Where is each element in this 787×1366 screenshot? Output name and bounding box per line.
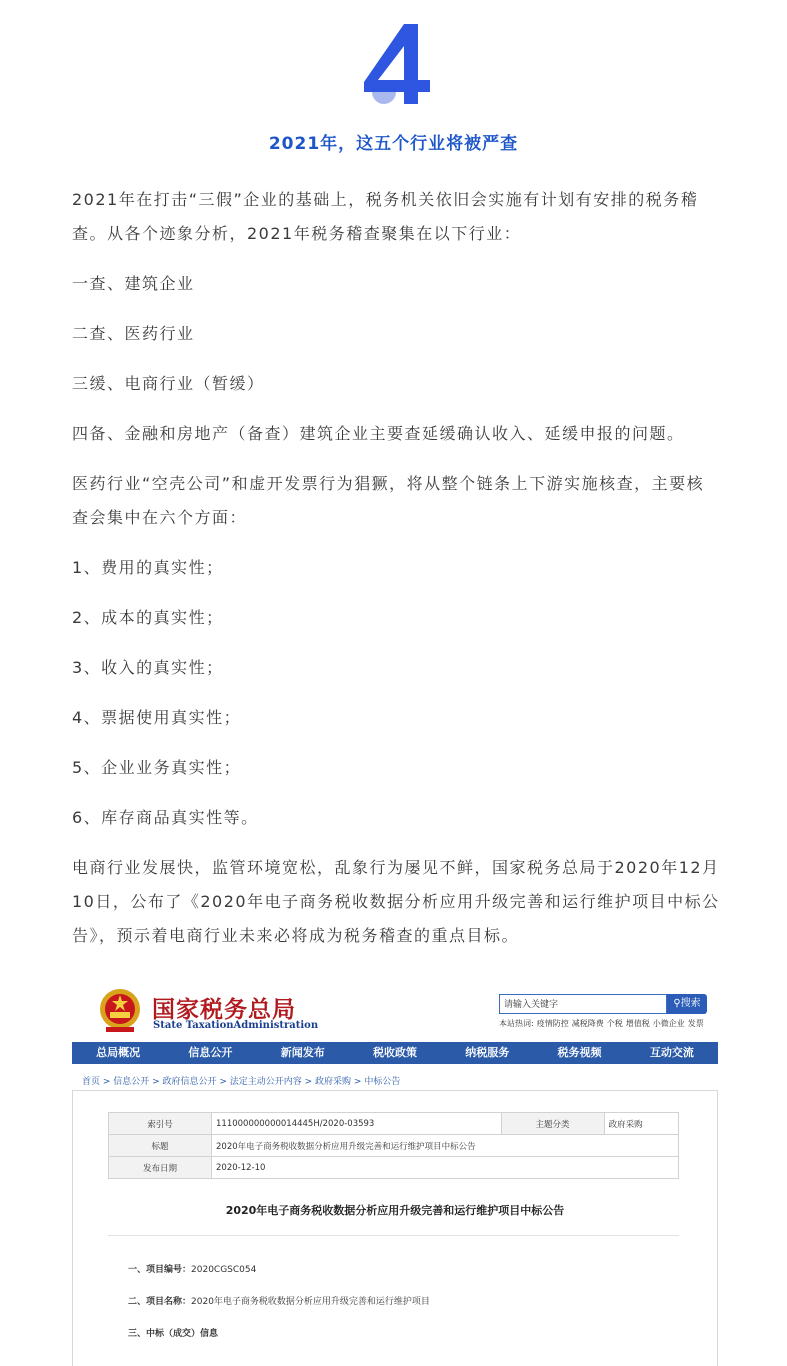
hot-word-link[interactable]: 小微企业 [652,1019,685,1028]
item-label: 二、项目名称： [128,1297,192,1307]
article-paragraph: 电商行业发展快，监管环境宽松，乱象行为屡见不鲜，国家税务总局于2020年12月10日，公布了《2020年电子商务税收数据分析应用升级完善和运行维护项目中标公告》，预示着电商行业未来必将成为税务稽查的重点目标。 [72,858,720,945]
item-project-number [128,1262,256,1275]
document-title: 2020年电子商务税收数据分析应用升级完善和运行维护项目中标公告 [225,1204,565,1217]
meta-topic-label: 主题分类 [501,1113,604,1135]
meta-index-label: 索引号 [109,1113,212,1135]
meta-index-value: 111000000000014445H/2020-03593 [212,1113,502,1135]
article-paragraph: 2021年在打击“三假”企业的基础上，税务机关依旧会实施有计划有安排的税务稽查。从各个迹象分析，2021年税务稽查聚集在以下行业： [72,190,699,243]
nav-item[interactable]: 信息公开 [188,1046,233,1059]
article-paragraph: 4、票据使用真实性； [72,708,242,727]
hot-words [499,1018,707,1029]
meta-title-value: 2020年电子商务税收数据分析应用升级完善和运行维护项目中标公告 [212,1135,679,1157]
site-search-button[interactable] [667,994,707,1014]
meta-title-label: 标题 [109,1135,212,1157]
article-paragraph: 一查、建筑企业 [72,274,195,293]
section-number-graphic [356,18,436,108]
hot-word-link[interactable]: 疫情防控 [536,1019,569,1028]
nav-item[interactable]: 纳税服务 [465,1046,510,1059]
site-brand-en: State TaxationAdministration [153,1020,319,1031]
article-paragraph: 二查、医药行业 [72,324,195,343]
item-project-name [128,1294,430,1307]
article-paragraph: 1、费用的真实性； [72,558,224,577]
article-paragraph: 3、收入的真实性； [72,658,224,677]
item-value: 2020CGSC054 [191,1265,257,1275]
search-icon: ⚲ [673,998,681,1009]
article-body [72,183,720,969]
section-title: 2021年，这五个行业将被严查 [268,134,519,154]
nav-item[interactable]: 互动交流 [649,1046,694,1059]
site-nav [72,1042,718,1064]
site-search-input[interactable]: 请输入关键字 [499,994,667,1014]
meta-table [108,1112,679,1179]
hot-word-link[interactable]: 增值税 [625,1019,650,1028]
search-button-label: 搜索 [680,998,701,1009]
hot-word-link[interactable]: 个税 [606,1019,623,1028]
site-header [72,980,718,1042]
hot-word-link[interactable]: 减税降费 [571,1019,604,1028]
hot-word-link[interactable]: 发票 [687,1019,704,1028]
breadcrumb[interactable]: 首页 > 信息公开 > 政府信息公开 > 法定主动公开内容 > 政府采购 > 中标公告 [82,1077,401,1087]
embedded-tax-website-screenshot [72,980,718,1366]
article-paragraph: 医药行业“空壳公司”和虚开发票行为猖獗，将从整个链条上下游实施核查，主要核查会集中在六个方面： [72,474,705,527]
article-paragraph: 6、库存商品真实性等。 [72,808,259,827]
divider [108,1235,679,1236]
hot-words-label: 本站热词: [499,1019,534,1028]
national-emblem-icon [98,987,142,1035]
article-paragraph: 2、成本的真实性； [72,608,224,627]
article-paragraph: 5、企业业务真实性； [72,758,242,777]
site-brand-cn: 国家税务总局 [152,997,296,1023]
item-label: 三、中标（成交）信息 [128,1329,219,1339]
item-label: 一、项目编号： [128,1265,192,1275]
article-paragraph: 三缓、电商行业（暂缓） [72,374,265,393]
nav-item[interactable]: 新闻发布 [280,1046,325,1059]
nav-item[interactable]: 税务视频 [557,1046,602,1059]
meta-date-value: 2020-12-10 [212,1157,679,1179]
meta-date-label: 发布日期 [109,1157,212,1179]
item-award-info [128,1326,218,1339]
article-paragraph: 四备、金融和房地产（备查）建筑企业主要查延缓确认收入、延缓申报的问题。 [72,424,685,443]
nav-item[interactable]: 税收政策 [372,1046,417,1059]
meta-topic-value: 政府采购 [604,1113,678,1135]
section-number: 4 [356,18,357,19]
nav-item[interactable]: 总局概况 [96,1046,141,1059]
item-value: 2020年电子商务税收数据分析应用升级完善和运行维护项目 [191,1297,430,1307]
